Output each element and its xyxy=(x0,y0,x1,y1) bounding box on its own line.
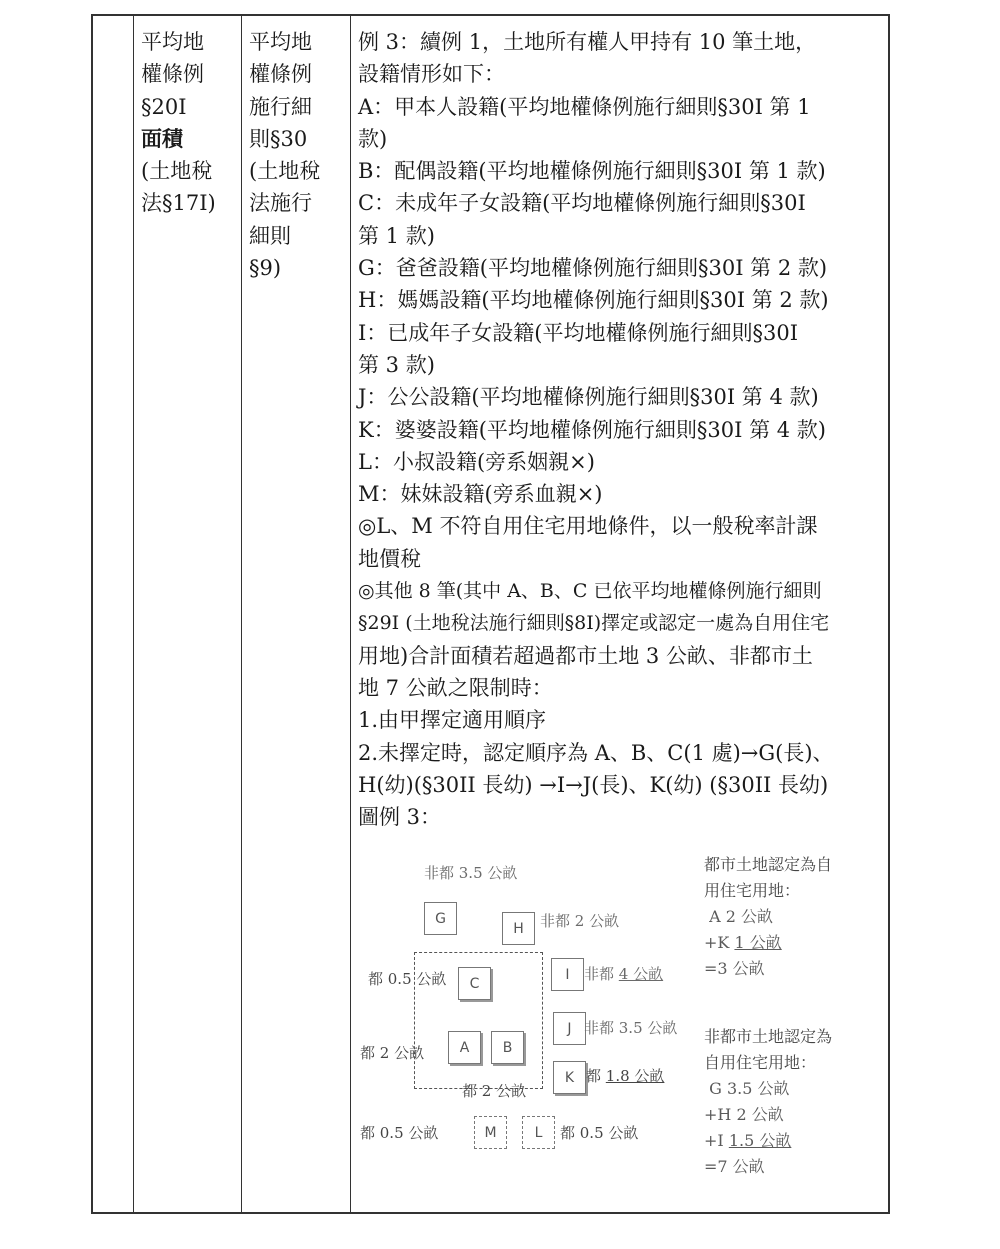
urban-legend-line: A 2 公畝 xyxy=(704,907,773,926)
urban-legend-prefix: +K xyxy=(704,933,735,952)
example-line: 地 7 公畝之限制時： xyxy=(358,675,553,700)
nonurban-legend-heading: 非都市土地認定為 xyxy=(704,1027,833,1046)
nonurban-legend-heading: 自用住宅用地： xyxy=(704,1053,817,1072)
example-line: 1.由甲擇定適用順序 xyxy=(358,708,547,733)
parcel-k: K xyxy=(553,1061,586,1094)
example-line: A：甲本人設籍(平均地權條例施行細則§30I 第 1 xyxy=(358,94,811,119)
topic-heading: 面積 xyxy=(141,125,183,151)
parcel-c: C xyxy=(458,967,491,1000)
reg-line: 平均地 xyxy=(249,30,312,54)
example-line: 設籍情形如下： xyxy=(358,62,505,87)
nonurban-legend-line xyxy=(704,1128,832,1154)
law-line: (土地稅 xyxy=(141,159,213,184)
nonurban-legend-line: +H 2 公畝 xyxy=(704,1105,784,1124)
example-line: H(幼)(§30II 長幼) →I→J(長)、K(幼) (§30II 長幼) xyxy=(358,772,829,797)
regulation-reference-cell xyxy=(249,26,345,284)
k-area-label xyxy=(586,1065,664,1086)
urban-legend-heading: 都市土地認定為自 xyxy=(704,855,833,874)
nonurban-legend-value: 1.5 公畝 xyxy=(728,1131,792,1150)
example-line: 圖例 3： xyxy=(358,805,442,830)
c-area-label: 都 0.5 公畝 xyxy=(368,970,447,988)
parcel-m: M xyxy=(474,1116,507,1149)
example-line-small: §29I (土地稅法施行細則§8I)擇定或認定一處為自用住宅 xyxy=(358,612,830,635)
reg-line: 法施行 xyxy=(249,191,312,216)
parcel-b: B xyxy=(491,1031,524,1064)
m-area-label: 都 0.5 公畝 xyxy=(360,1124,439,1142)
example-line: ◎L、M 不符自用住宅用地條件，以一般稅率計課 xyxy=(358,514,818,539)
reg-line: 細則 xyxy=(249,223,291,248)
parcel-a: A xyxy=(448,1031,481,1064)
column-divider-2 xyxy=(241,14,242,1214)
example-line: J：公公設籍(平均地權條例施行細則§30I 第 4 款) xyxy=(358,385,819,410)
example-line: K：婆婆設籍(平均地權條例施行細則§30I 第 4 款) xyxy=(358,417,826,442)
law-line: 法§17I) xyxy=(141,191,216,216)
k-area-prefix: 都 xyxy=(586,1067,602,1085)
example-line: 第 1 款) xyxy=(358,223,435,248)
example-line: 例 3：續例 1，土地所有權人甲持有 10 筆土地， xyxy=(358,30,817,54)
ab-bottom-label: 都 2 公畝 xyxy=(462,1082,527,1100)
example-line: G：爸爸設籍(平均地權條例施行細則§30I 第 2 款) xyxy=(358,256,828,281)
reg-line: 則§30 xyxy=(249,126,308,151)
i-area-prefix: 非都 xyxy=(584,965,615,983)
law-line: 平均地 xyxy=(141,30,204,54)
example-line: 款) xyxy=(358,126,388,151)
urban-legend xyxy=(704,852,832,982)
nonurban-legend xyxy=(704,1024,832,1180)
example-line: M：妹妹設籍(旁系血親×) xyxy=(358,482,603,507)
parcel-l: L xyxy=(522,1116,555,1149)
example-line: L：小叔設籍(旁系姻親×) xyxy=(358,449,595,474)
parcel-h: H xyxy=(502,912,535,945)
example-line: B：配偶設籍(平均地權條例施行細則§30I 第 1 款) xyxy=(358,159,826,184)
example-line: 地價稅 xyxy=(358,546,421,571)
example-line: 用地)合計面積若超過都市土地 3 公畝、非都市土 xyxy=(358,643,813,668)
j-area-label: 非都 3.5 公畝 xyxy=(584,1019,678,1037)
h-area-label: 非都 2 公畝 xyxy=(540,912,620,930)
urban-legend-value: 1 公畝 xyxy=(734,933,782,952)
parcel-g: G xyxy=(424,902,457,935)
column-divider-3 xyxy=(350,14,351,1214)
k-area-value: 1.8 公畝 xyxy=(605,1067,665,1085)
example-line-small: ◎其他 8 筆(其中 A、B、C 已依平均地權條例施行細則 xyxy=(358,580,822,603)
law-reference-cell xyxy=(141,26,237,220)
ab-left-label: 都 2 公畝 xyxy=(360,1044,425,1062)
g-area-label: 非都 3.5 公畝 xyxy=(424,864,518,882)
parcel-i: I xyxy=(551,958,584,991)
reg-line: §9) xyxy=(249,256,282,281)
example-cell xyxy=(358,26,888,833)
example-line: C：未成年子女設籍(平均地權條例施行細則§30I xyxy=(358,191,806,216)
column-divider-1 xyxy=(133,14,134,1214)
urban-legend-line xyxy=(704,930,832,956)
example-line: 第 3 款) xyxy=(358,352,435,377)
urban-legend-total: =3 公畝 xyxy=(704,959,765,978)
nonurban-legend-total: =7 公畝 xyxy=(704,1157,765,1176)
law-line: §20I xyxy=(141,94,187,119)
example-line: H：媽媽設籍(平均地權條例施行細則§30I 第 2 款) xyxy=(358,288,829,313)
nonurban-legend-prefix: +I xyxy=(704,1131,729,1150)
i-area-value: 4 公畝 xyxy=(618,965,664,983)
i-area-label xyxy=(584,963,663,984)
example-line: I：已成年子女設籍(平均地權條例施行細則§30I xyxy=(358,320,799,345)
reg-line: (土地稅 xyxy=(249,159,321,184)
law-line: 權條例 xyxy=(141,62,204,87)
reg-line: 權條例 xyxy=(249,62,312,87)
urban-legend-heading: 用住宅用地： xyxy=(704,881,801,900)
reg-line: 施行細 xyxy=(249,94,312,119)
l-area-label: 都 0.5 公畝 xyxy=(560,1124,639,1142)
nonurban-legend-line: G 3.5 公畝 xyxy=(704,1079,790,1098)
parcel-j: J xyxy=(553,1012,586,1045)
example-line: 2.未擇定時，認定順序為 A、B、C(1 處)→G(長)、 xyxy=(358,740,834,765)
